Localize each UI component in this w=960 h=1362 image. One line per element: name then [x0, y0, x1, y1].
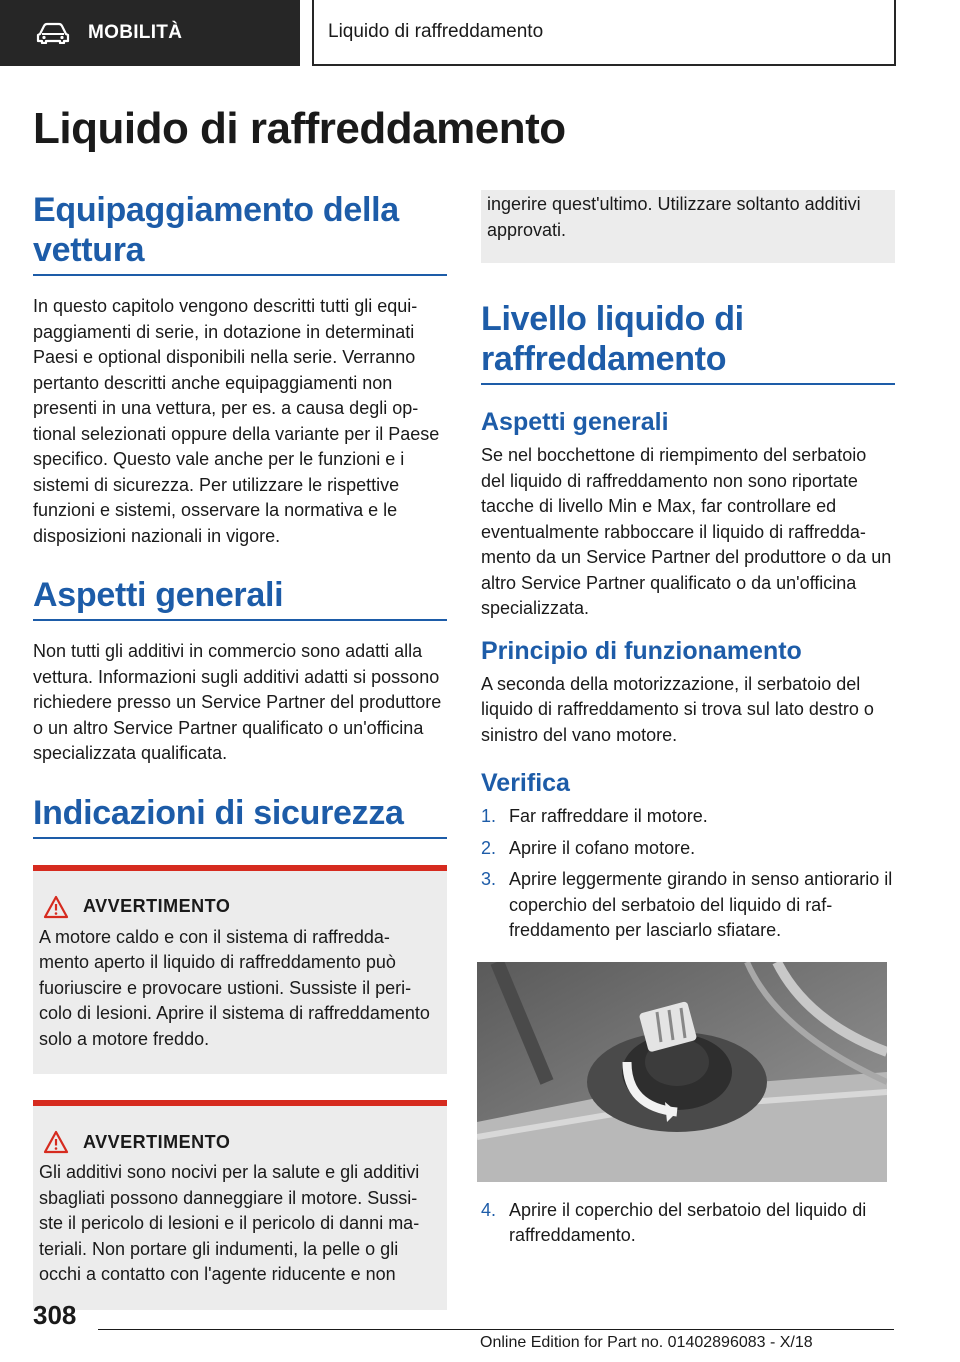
check-steps-continued: [481, 1198, 895, 1249]
heading-safety: Indicazioni di sicurezza: [33, 793, 447, 839]
heading-equipment: Equipaggiamento della vettura: [33, 190, 447, 276]
check-steps: [481, 804, 895, 944]
warning-text-continued: ingerire quest'ultimo. Utilizzare soltanto additivi approvati.: [487, 194, 861, 240]
list-item: 2. Aprire il cofano motore.: [481, 837, 696, 858]
heading-general: Aspetti generali: [33, 575, 447, 621]
warning-text: Gli additivi sono nocivi per la salute e gli additivi sbagliati possono danneggiare il motore. Sussiste il pericolo di lesioni e il pericolo di danni materiali. Non portare gli indumenti, la pelle o gli occhi a contatto con l'agente riducente e non: [39, 1162, 420, 1284]
heading-general-right: Aspetti generali: [481, 408, 669, 436]
page-title: Liquido di raffreddamento: [33, 104, 566, 153]
warning-box-2: [33, 1100, 447, 1310]
warning-triangle-icon: [43, 895, 69, 919]
heading-coolant-level: Livello liquido di raffreddamento: [481, 299, 895, 385]
equipment-text: In questo capitolo vengono descritti tutti gli equipaggiamenti di serie, in dotazione in determinati Paesi e optional disponibili nella serie. Verranno pertanto descritti anche equipaggiamenti non presenti in una vettura, per es. a causa degli optional selezionati oppure della variante per il Paese specifico. Questo vale anche per le funzioni e i sistemi di sicurezza. Per utilizzare le rispettive funzioni e sistemi, osservare la normativa e le disposizioni nazionali in vigore.: [33, 296, 440, 546]
coolant-reservoir-photo: [477, 962, 887, 1182]
chapter-tab[interactable]: [312, 0, 896, 66]
warning-box-1: [33, 865, 447, 1075]
heading-principle: Principio di funzionamento: [481, 636, 802, 665]
section-tab[interactable]: [0, 0, 300, 66]
warning-text: A motore caldo e con il sistema di raffreddamento aperto il liquido di raffreddamento può fuoriuscire e provocare ustioni. Sussiste il pericolo di lesioni. Aprire il sistema di raffreddamento solo a motore freddo.: [39, 926, 430, 1049]
footer-edition: Online Edition for Part no. 01402896083 - X/18: [480, 1334, 813, 1351]
list-item: 4. Aprire il coperchio del serbatoio del liquido di raffreddamento.: [481, 1199, 867, 1245]
page-header: [0, 0, 960, 66]
general-right-text: Se nel bocchettone di riempimento del serbatoio del liquido di raffreddamento non sono riportate tacche di livello Min e Max, far controllare ed eventualmente rabboccare il liquido di raffreddamento da un Service Partner del produttore o da un altro Service Partner qualificato o da un'officina specializzata.: [481, 445, 892, 618]
right-column: [481, 190, 895, 1255]
left-column: [33, 190, 447, 1310]
footer-divider: [98, 1329, 894, 1330]
warning-box-2-continued: [481, 190, 895, 263]
section-label: MOBILITÀ: [88, 22, 183, 43]
general-text: Non tutti gli additivi in commercio sono adatti alla vettura. Informazioni sugli additivi adatti si possono richiedere presso un Service Partner del produttore o un altro Service Partner qualificato o un'officina specializzata qualificata.: [33, 641, 442, 763]
warning-title: AVVERTIMENTO: [83, 1131, 231, 1152]
principle-text: A seconda della motorizzazione, il serbatoio del liquido di raffreddamento si trova sul lato destro o sinistro del vano motore.: [481, 673, 874, 745]
list-item: 1. Far raffreddare il motore.: [481, 806, 708, 826]
warning-title: AVVERTIMENTO: [83, 896, 231, 916]
heading-check: Verifica: [481, 769, 570, 797]
chapter-label: Liquido di raffreddamento: [328, 21, 544, 42]
page-number: 308: [33, 1300, 77, 1330]
car-icon: [36, 22, 70, 44]
warning-triangle-icon: [43, 1130, 69, 1154]
list-item: 3. Aprire leggermente girando in senso antiorario il coperchio del serbatoio del liquido di raffreddamento per lasciarlo sfiatare.: [481, 869, 893, 940]
